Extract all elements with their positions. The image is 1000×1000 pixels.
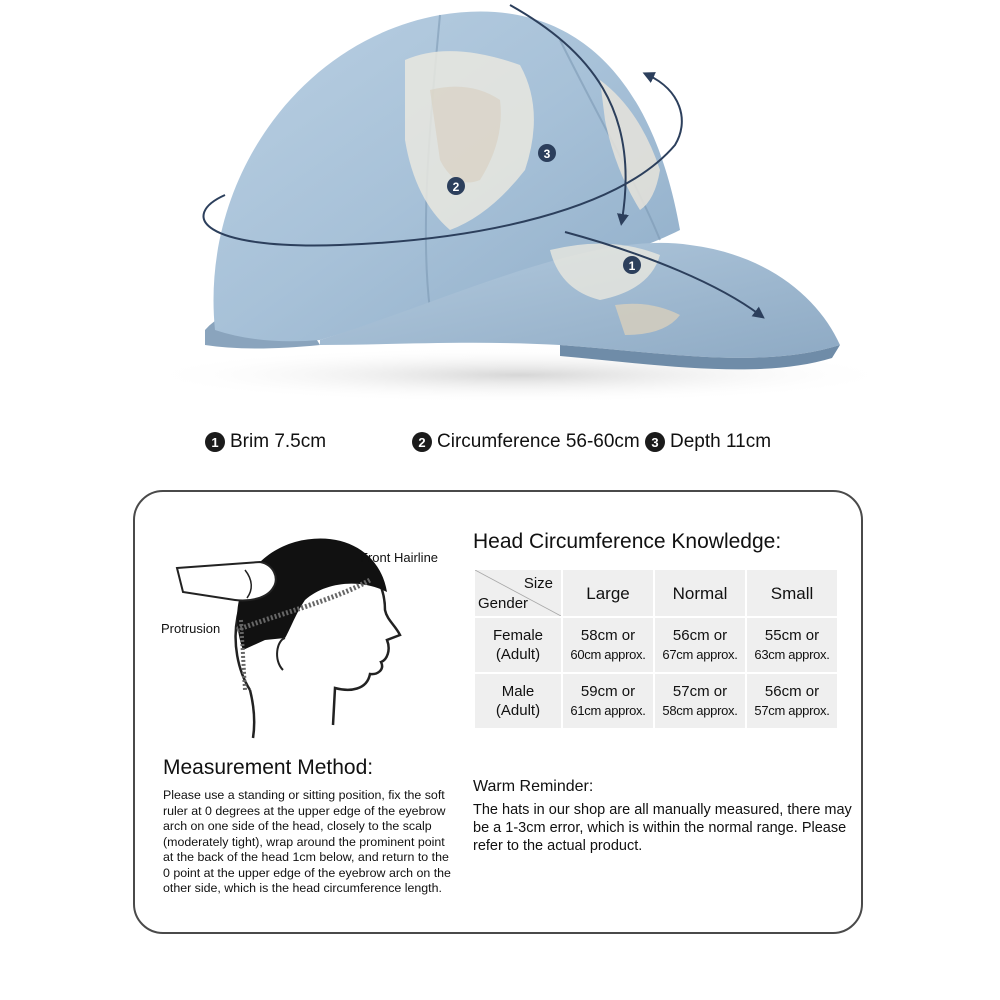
spec-badge: 3	[645, 432, 665, 452]
size-sub: 63cm approx.	[754, 647, 830, 662]
hand-icon	[177, 562, 276, 601]
gender-cell	[475, 618, 561, 672]
spec-depth	[645, 431, 771, 453]
size-cell	[747, 674, 837, 728]
head-ear	[277, 638, 285, 670]
gender-label: Male	[501, 683, 535, 700]
column-header-normal: Normal	[655, 570, 745, 616]
size-cell	[563, 618, 653, 672]
size-table	[473, 568, 839, 730]
method-text: Please use a standing or sitting position, fix the soft ruler at 0 degrees at the upper edge of the eyebrow arch on one side of the head, closely to the scalp (moderately tight), wrap around the prominent point at the back of the head 1cm below, and return to the 0 point at the upper edge of the eyebrow arch on the other side, which is the head circumference length.	[163, 788, 451, 895]
spec-circumference	[412, 431, 640, 453]
size-cell	[563, 674, 653, 728]
size-cell	[655, 674, 745, 728]
size-main: 56cm or	[672, 627, 728, 644]
table-row	[475, 618, 837, 672]
column-header-large: Large	[563, 570, 653, 616]
size-cell	[655, 618, 745, 672]
size-sub: 57cm approx.	[754, 703, 830, 718]
size-sub: 58cm approx.	[662, 703, 738, 718]
marker-1-label: 1	[628, 259, 636, 273]
table-row	[475, 674, 837, 728]
gender-sub-label: (Adult)	[495, 702, 541, 719]
cap-product-image	[0, 0, 1000, 420]
size-main: 57cm or	[672, 683, 728, 700]
spec-badge: 1	[205, 432, 225, 452]
front-hairline-label: Front Hairline	[360, 550, 439, 565]
corner-size-label: Size	[523, 575, 553, 592]
marker-3-label: 3	[543, 147, 551, 161]
column-header-small: Small	[747, 570, 837, 616]
knowledge-title: Head Circumference Knowledge:	[473, 530, 782, 553]
spec-label: Depth 11cm	[670, 431, 772, 452]
size-main: 59cm or	[580, 683, 636, 700]
size-main: 55cm or	[764, 627, 820, 644]
size-sub: 60cm approx.	[570, 647, 646, 662]
reminder-text: The hats in our shop are all manually measured, there may be a 1-3cm error, which is within the normal range. Please refer to the actual product.	[473, 802, 852, 854]
protrusion-label: Protrusion	[161, 621, 221, 636]
size-main: 58cm or	[580, 627, 636, 644]
method-title: Measurement Method:	[163, 756, 374, 779]
spec-label: Circumference 56-60cm	[437, 431, 640, 452]
gender-label: Female	[492, 627, 544, 644]
corner-gender-label: Gender	[478, 595, 529, 612]
table-header-row	[475, 570, 837, 616]
spec-label: Brim 7.5cm	[230, 431, 327, 452]
size-sub: 67cm approx.	[662, 647, 738, 662]
reminder-title: Warm Reminder:	[473, 778, 594, 795]
gender-sub-label: (Adult)	[495, 646, 541, 663]
size-guide-panel	[133, 490, 863, 934]
marker-2-label: 2	[452, 180, 460, 194]
gender-cell	[475, 674, 561, 728]
head-neck	[250, 690, 254, 738]
spec-brim	[205, 431, 326, 453]
size-sub: 61cm approx.	[570, 703, 646, 718]
size-cell	[747, 618, 837, 672]
table-corner-cell	[475, 570, 561, 616]
size-main: 56cm or	[764, 683, 820, 700]
spec-badge: 2	[412, 432, 432, 452]
